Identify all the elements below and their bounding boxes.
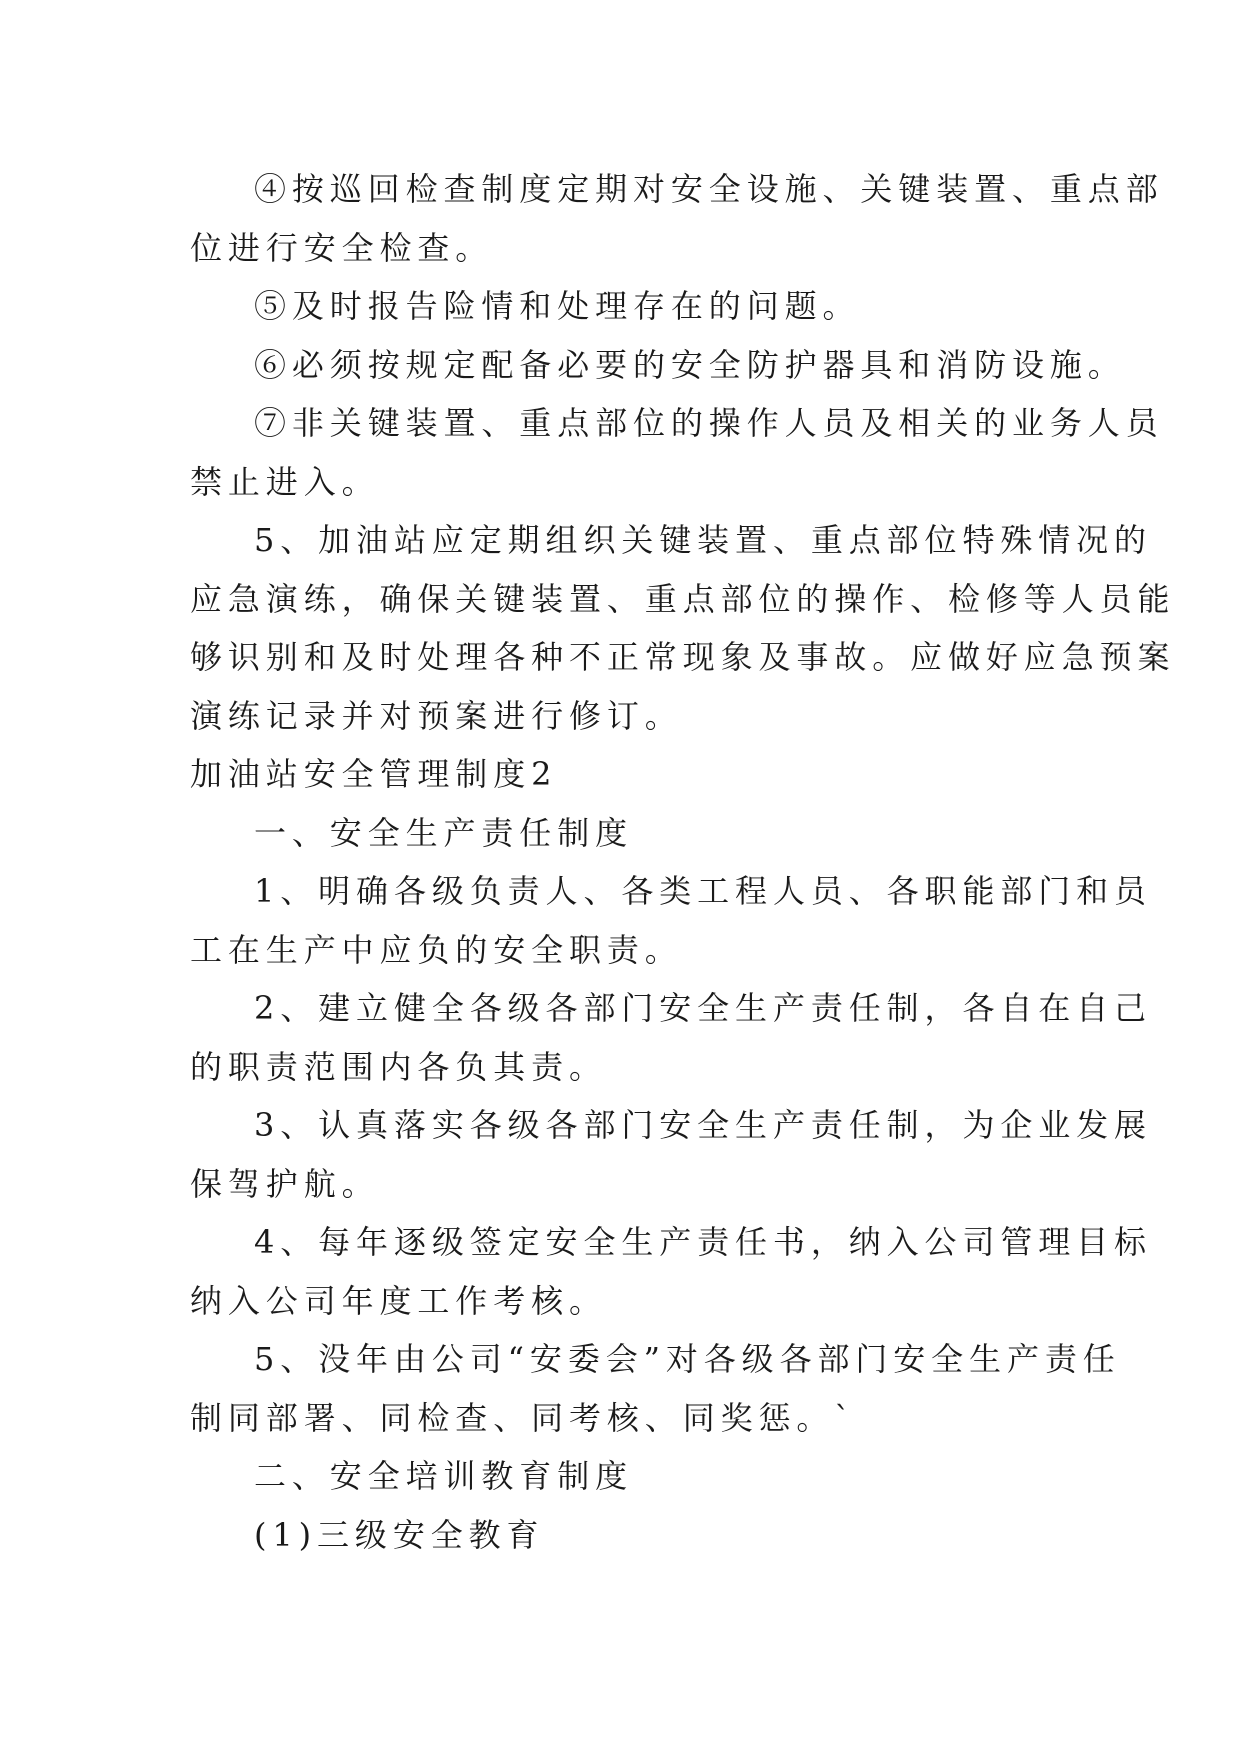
paragraph-line: 3、认真落实各级各部门安全生产责任制，为企业发展 <box>254 1106 1152 1144</box>
paragraph-line: 5、加油站应定期组织关键装置、重点部位特殊情况的 <box>254 521 1152 559</box>
section-heading: 一、安全生产责任制度 <box>254 813 634 852</box>
paragraph-line: ⑥必须按规定配备必要的安全防护器具和消防设施。 <box>254 345 1126 384</box>
paragraph-line: 保驾护航。 <box>190 1164 380 1203</box>
section-heading: 二、安全培训教育制度 <box>254 1457 634 1495</box>
subsection-heading: (1)三级安全教育 <box>254 1515 545 1554</box>
paragraph-line: ④按巡回检查制度定期对安全设施、关键装置、重点部 <box>254 170 1164 208</box>
section-title: 加油站安全管理制度2 <box>190 755 558 793</box>
paragraph-line: 制同部署、同检查、同考核、同奖惩。` <box>190 1398 857 1437</box>
paragraph-line: 1、明确各级负责人、各类工程人员、各职能部门和员 <box>254 872 1152 910</box>
paragraph-line: 位进行安全检查。 <box>190 228 494 267</box>
paragraph-line: 2、建立健全各级各部门安全生产责任制，各自在自己 <box>254 989 1152 1027</box>
paragraph-line: 纳入公司年度工作考核。 <box>190 1281 607 1320</box>
paragraph-line: 5、没年由公司“安委会”对各级各部门安全生产责任 <box>254 1340 1121 1378</box>
paragraph-line: ⑦非关键装置、重点部位的操作人员及相关的业务人员 <box>254 404 1164 442</box>
paragraph-line: 禁止进入。 <box>190 462 380 501</box>
paragraph-line: 演练记录并对预案进行修订。 <box>190 696 683 735</box>
paragraph-line: 应急演练，确保关键装置、重点部位的操作、检修等人员能 <box>190 579 1176 618</box>
paragraph-line: 够识别和及时处理各种不正常现象及事故。应做好应急预案 <box>190 638 1176 676</box>
document-page <box>190 160 1176 1564</box>
paragraph-line: 的职责范围内各负其责。 <box>190 1047 607 1086</box>
paragraph-line: 工在生产中应负的安全职责。 <box>190 930 683 969</box>
paragraph-line: ⑤及时报告险情和处理存在的问题。 <box>254 287 861 325</box>
paragraph-line: 4、每年逐级签定安全生产责任书，纳入公司管理目标 <box>254 1223 1152 1261</box>
